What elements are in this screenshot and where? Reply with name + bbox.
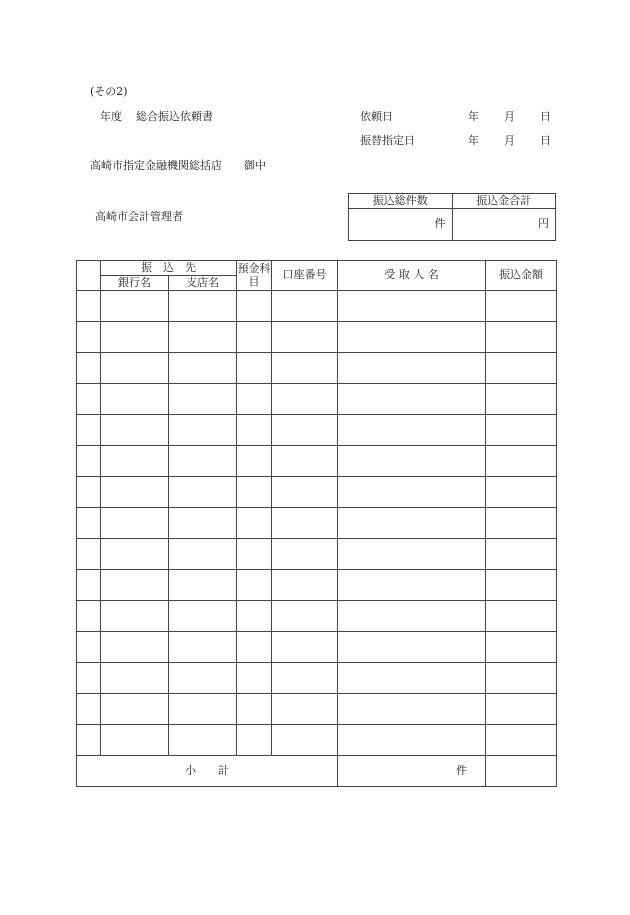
account-number-cell[interactable] xyxy=(272,539,338,570)
deposit-type-cell[interactable] xyxy=(237,570,272,601)
table-row xyxy=(77,477,557,508)
deposit-type-cell[interactable] xyxy=(237,539,272,570)
account-number-cell[interactable] xyxy=(272,477,338,508)
row-number-cell xyxy=(77,663,101,694)
branch-name-cell[interactable] xyxy=(169,415,237,446)
deposit-type-cell[interactable] xyxy=(237,663,272,694)
bank-name-cell[interactable] xyxy=(101,725,169,756)
deposit-type-cell[interactable] xyxy=(237,632,272,663)
branch-name-cell[interactable] xyxy=(169,539,237,570)
row-number-cell xyxy=(77,632,101,663)
table-row xyxy=(77,353,557,384)
bank-name-cell[interactable] xyxy=(101,322,169,353)
row-number-cell xyxy=(77,291,101,322)
branch-name-cell[interactable] xyxy=(169,353,237,384)
amount-cell[interactable] xyxy=(486,570,557,601)
account-number-cell[interactable] xyxy=(272,415,338,446)
amount-cell[interactable] xyxy=(486,477,557,508)
addressee: 高崎市指定金融機関総括店 xyxy=(90,159,222,172)
onchu: 御中 xyxy=(244,159,266,172)
deposit-type-cell[interactable] xyxy=(237,477,272,508)
request-date-day: 日 xyxy=(540,110,551,123)
recipient-cell[interactable] xyxy=(338,539,486,570)
row-number-header xyxy=(77,261,101,291)
recipient-cell[interactable] xyxy=(338,725,486,756)
summary-table xyxy=(348,193,556,241)
deposit-type-cell[interactable] xyxy=(237,384,272,415)
account-number-cell[interactable] xyxy=(272,601,338,632)
transfer-date-month: 月 xyxy=(504,134,515,147)
total-count-cell[interactable] xyxy=(349,209,453,241)
account-number-cell[interactable] xyxy=(272,508,338,539)
table-row xyxy=(77,632,557,663)
bank-name-header: 銀行名 xyxy=(101,276,169,291)
bank-name-cell[interactable] xyxy=(101,663,169,694)
deposit-type-cell[interactable] xyxy=(237,725,272,756)
deposit-type-cell[interactable] xyxy=(237,415,272,446)
branch-name-cell[interactable] xyxy=(169,508,237,539)
transfer-date-year: 年 xyxy=(468,134,479,147)
amount-cell[interactable] xyxy=(486,508,557,539)
row-number-cell xyxy=(77,508,101,539)
total-amount-header: 振込金合計 xyxy=(452,194,556,209)
amount-cell[interactable] xyxy=(486,539,557,570)
account-number-cell[interactable] xyxy=(272,694,338,725)
amount-cell[interactable] xyxy=(486,291,557,322)
amount-cell[interactable] xyxy=(486,663,557,694)
row-number-cell xyxy=(77,539,101,570)
form-title: 総合振込依頼書 xyxy=(136,110,213,123)
bank-name-cell[interactable] xyxy=(101,570,169,601)
branch-name-cell[interactable] xyxy=(169,322,237,353)
branch-name-cell[interactable] xyxy=(169,477,237,508)
amount-cell[interactable] xyxy=(486,353,557,384)
row-number-cell xyxy=(77,477,101,508)
recipient-cell[interactable] xyxy=(338,384,486,415)
recipient-cell[interactable] xyxy=(338,291,486,322)
request-date-month: 月 xyxy=(504,110,515,123)
branch-name-header: 支店名 xyxy=(169,276,237,291)
account-number-cell[interactable] xyxy=(272,384,338,415)
bank-name-cell[interactable] xyxy=(101,291,169,322)
branch-name-cell[interactable] xyxy=(169,663,237,694)
transfer-date-label: 振替指定日 xyxy=(360,134,415,147)
table-row xyxy=(77,601,557,632)
table-row xyxy=(77,694,557,725)
request-date-year: 年 xyxy=(468,110,479,123)
form-title-year: 年度 xyxy=(100,110,122,123)
account-number-cell[interactable] xyxy=(272,322,338,353)
account-number-cell[interactable] xyxy=(272,353,338,384)
recipient-cell[interactable] xyxy=(338,446,486,477)
bank-name-cell[interactable] xyxy=(101,446,169,477)
request-date-label: 依頼日 xyxy=(360,110,393,123)
row-number-cell xyxy=(77,384,101,415)
branch-name-cell[interactable] xyxy=(169,446,237,477)
recipient-cell[interactable] xyxy=(338,508,486,539)
deposit-type-cell[interactable] xyxy=(237,322,272,353)
amount-cell[interactable] xyxy=(486,632,557,663)
table-row xyxy=(77,384,557,415)
recipient-cell[interactable] xyxy=(338,415,486,446)
row-number-cell xyxy=(77,446,101,477)
bank-name-cell[interactable] xyxy=(101,539,169,570)
bank-name-cell[interactable] xyxy=(101,632,169,663)
table-row xyxy=(77,446,557,477)
bank-name-cell[interactable] xyxy=(101,508,169,539)
recipient-cell[interactable] xyxy=(338,663,486,694)
table-row xyxy=(77,322,557,353)
branch-name-cell[interactable] xyxy=(169,601,237,632)
amount-cell[interactable] xyxy=(486,322,557,353)
account-number-cell[interactable] xyxy=(272,725,338,756)
bank-name-cell[interactable] xyxy=(101,601,169,632)
branch-name-cell[interactable] xyxy=(169,291,237,322)
bank-name-cell[interactable] xyxy=(101,415,169,446)
count-unit: 件 xyxy=(434,217,446,231)
recipient-cell[interactable] xyxy=(338,353,486,384)
subtotal-label: 小 計 xyxy=(77,756,338,787)
deposit-type-cell[interactable] xyxy=(237,694,272,725)
table-row xyxy=(77,570,557,601)
recipient-cell[interactable] xyxy=(338,570,486,601)
table-row xyxy=(77,291,557,322)
account-number-cell[interactable] xyxy=(272,663,338,694)
account-number-cell[interactable] xyxy=(272,570,338,601)
account-number-cell[interactable] xyxy=(272,291,338,322)
amount-cell[interactable] xyxy=(486,694,557,725)
table-row xyxy=(77,663,557,694)
table-row xyxy=(77,415,557,446)
transfer-date-day: 日 xyxy=(540,134,551,147)
sender: 高崎市会計管理者 xyxy=(95,210,183,223)
recipient-cell[interactable] xyxy=(338,322,486,353)
row-number-cell xyxy=(77,601,101,632)
table-row xyxy=(77,539,557,570)
recipient-cell[interactable] xyxy=(338,477,486,508)
bank-name-cell[interactable] xyxy=(101,694,169,725)
row-number-cell xyxy=(77,415,101,446)
row-number-cell xyxy=(77,353,101,384)
bank-name-cell[interactable] xyxy=(101,384,169,415)
amount-cell[interactable] xyxy=(486,601,557,632)
table-row xyxy=(77,508,557,539)
branch-name-cell[interactable] xyxy=(169,384,237,415)
transfer-table xyxy=(76,260,557,787)
deposit-type-header: 預金科目 xyxy=(237,261,272,291)
total-count-header: 振込総件数 xyxy=(349,194,453,209)
subtotal-amount-cell[interactable] xyxy=(486,756,557,787)
account-number-cell[interactable] xyxy=(272,446,338,477)
branch-name-cell[interactable] xyxy=(169,694,237,725)
account-number-cell[interactable] xyxy=(272,632,338,663)
deposit-type-cell[interactable] xyxy=(237,601,272,632)
bank-name-cell[interactable] xyxy=(101,353,169,384)
amount-cell[interactable] xyxy=(486,415,557,446)
subtotal-unit: 件 xyxy=(456,763,467,777)
deposit-type-cell[interactable] xyxy=(237,508,272,539)
amount-cell[interactable] xyxy=(486,725,557,756)
subtotal-count-cell[interactable] xyxy=(338,756,486,787)
row-number-cell xyxy=(77,570,101,601)
branch-name-cell[interactable] xyxy=(169,570,237,601)
destination-header: 振 込 先 xyxy=(101,261,237,276)
amount-header: 振込金額 xyxy=(486,261,557,291)
recipient-header: 受 取 人 名 xyxy=(338,261,486,291)
total-amount-cell[interactable] xyxy=(452,209,556,241)
row-number-cell xyxy=(77,694,101,725)
amount-cell[interactable] xyxy=(486,446,557,477)
table-row xyxy=(77,725,557,756)
row-number-cell xyxy=(77,725,101,756)
row-number-cell xyxy=(77,322,101,353)
branch-name-cell[interactable] xyxy=(169,725,237,756)
deposit-type-cell[interactable] xyxy=(237,291,272,322)
sono-label: (その2) xyxy=(90,85,128,98)
recipient-cell[interactable] xyxy=(338,601,486,632)
amount-unit: 円 xyxy=(538,217,549,231)
deposit-type-cell[interactable] xyxy=(237,446,272,477)
branch-name-cell[interactable] xyxy=(169,632,237,663)
amount-cell[interactable] xyxy=(486,384,557,415)
deposit-type-cell[interactable] xyxy=(237,353,272,384)
bank-name-cell[interactable] xyxy=(101,477,169,508)
recipient-cell[interactable] xyxy=(338,632,486,663)
account-number-header: 口座番号 xyxy=(272,261,338,291)
recipient-cell[interactable] xyxy=(338,694,486,725)
